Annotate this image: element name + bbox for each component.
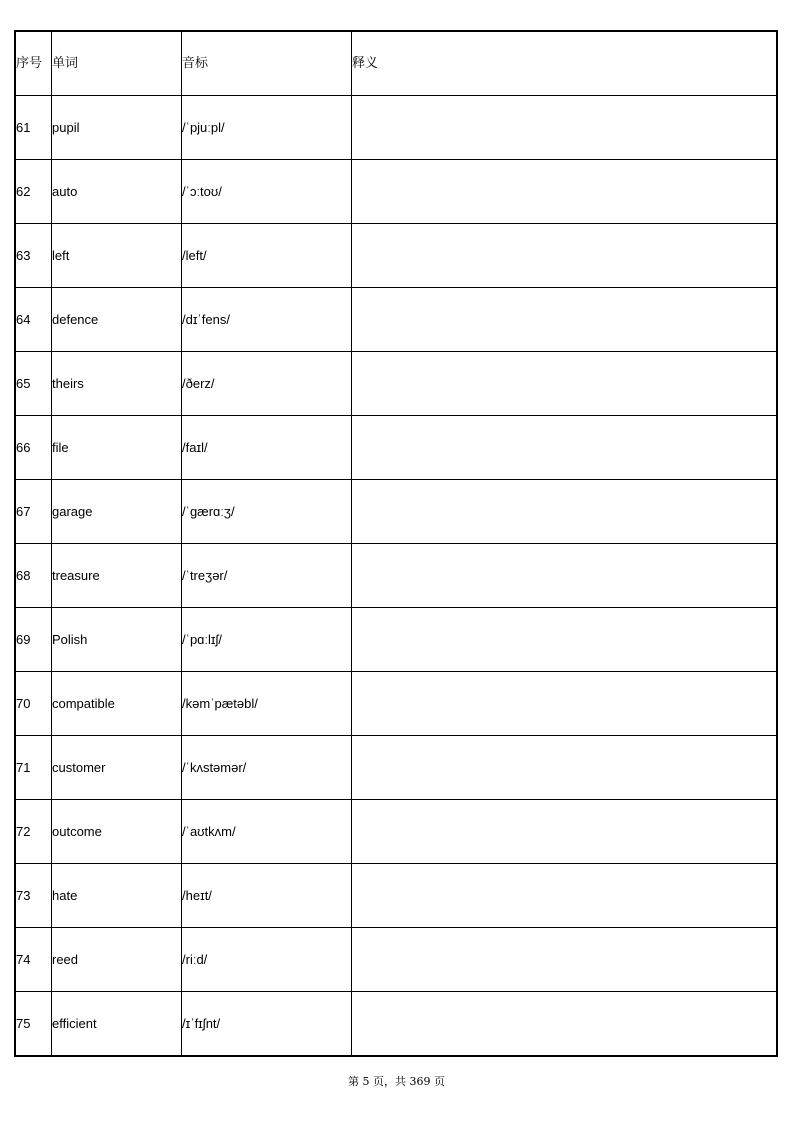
row-number: 67 bbox=[15, 480, 52, 544]
row-meaning bbox=[352, 96, 778, 160]
row-word: reed bbox=[52, 928, 182, 992]
row-phonetic: /ˈpjuːpl/ bbox=[182, 96, 352, 160]
row-number: 73 bbox=[15, 864, 52, 928]
table-row bbox=[15, 672, 777, 736]
header-phonetic: 音标 bbox=[182, 31, 352, 96]
row-word: auto bbox=[52, 160, 182, 224]
table-row bbox=[15, 864, 777, 928]
row-meaning bbox=[352, 864, 778, 928]
row-phonetic: /dɪˈfens/ bbox=[182, 288, 352, 352]
row-phonetic: /ˈpɑːlɪʃ/ bbox=[182, 608, 352, 672]
row-phonetic: /ˈtreʒər/ bbox=[182, 544, 352, 608]
row-number: 72 bbox=[15, 800, 52, 864]
row-number: 66 bbox=[15, 416, 52, 480]
row-phonetic: /ðerz/ bbox=[182, 352, 352, 416]
row-phonetic: /ˈɔːtoʊ/ bbox=[182, 160, 352, 224]
table-row bbox=[15, 288, 777, 352]
row-number: 70 bbox=[15, 672, 52, 736]
table-row bbox=[15, 608, 777, 672]
row-word: compatible bbox=[52, 672, 182, 736]
row-meaning bbox=[352, 160, 778, 224]
row-word: outcome bbox=[52, 800, 182, 864]
row-word: hate bbox=[52, 864, 182, 928]
row-phonetic: /ˈɡærɑːʒ/ bbox=[182, 480, 352, 544]
row-meaning bbox=[352, 736, 778, 800]
row-phonetic: /ɪˈfɪʃnt/ bbox=[182, 992, 352, 1057]
table-row bbox=[15, 928, 777, 992]
row-word: file bbox=[52, 416, 182, 480]
table-row bbox=[15, 352, 777, 416]
row-word: defence bbox=[52, 288, 182, 352]
row-number: 69 bbox=[15, 608, 52, 672]
row-meaning bbox=[352, 224, 778, 288]
row-number: 62 bbox=[15, 160, 52, 224]
table-row bbox=[15, 736, 777, 800]
row-phonetic: /ˈaʊtkʌm/ bbox=[182, 800, 352, 864]
row-number: 64 bbox=[15, 288, 52, 352]
header-meaning: 释义 bbox=[352, 31, 778, 96]
row-phonetic: /faɪl/ bbox=[182, 416, 352, 480]
row-number: 71 bbox=[15, 736, 52, 800]
row-phonetic: /left/ bbox=[182, 224, 352, 288]
header-word: 单词 bbox=[52, 31, 182, 96]
row-word: Polish bbox=[52, 608, 182, 672]
table-row bbox=[15, 992, 777, 1057]
row-meaning bbox=[352, 928, 778, 992]
row-word: efficient bbox=[52, 992, 182, 1057]
row-word: treasure bbox=[52, 544, 182, 608]
row-meaning bbox=[352, 608, 778, 672]
row-meaning bbox=[352, 352, 778, 416]
row-number: 68 bbox=[15, 544, 52, 608]
row-phonetic: /riːd/ bbox=[182, 928, 352, 992]
table-row bbox=[15, 96, 777, 160]
row-number: 65 bbox=[15, 352, 52, 416]
table-row bbox=[15, 224, 777, 288]
row-meaning bbox=[352, 416, 778, 480]
row-meaning bbox=[352, 800, 778, 864]
row-number: 61 bbox=[15, 96, 52, 160]
row-meaning bbox=[352, 992, 778, 1057]
row-number: 63 bbox=[15, 224, 52, 288]
page-footer: 第 5 页，共 369 页 bbox=[348, 1075, 445, 1088]
table-row bbox=[15, 544, 777, 608]
row-phonetic: /ˈkʌstəmər/ bbox=[182, 736, 352, 800]
row-meaning bbox=[352, 480, 778, 544]
row-word: theirs bbox=[52, 352, 182, 416]
row-meaning bbox=[352, 288, 778, 352]
row-phonetic: /kəmˈpætəbl/ bbox=[182, 672, 352, 736]
row-word: customer bbox=[52, 736, 182, 800]
table-row bbox=[15, 480, 777, 544]
table-row bbox=[15, 416, 777, 480]
row-number: 74 bbox=[15, 928, 52, 992]
vocabulary-table bbox=[14, 30, 778, 1057]
header-number: 序号 bbox=[15, 31, 52, 96]
table-header-row bbox=[15, 31, 777, 96]
table-row bbox=[15, 160, 777, 224]
row-word: garage bbox=[52, 480, 182, 544]
table-body bbox=[15, 96, 777, 1057]
table-row bbox=[15, 800, 777, 864]
row-word: pupil bbox=[52, 96, 182, 160]
row-meaning bbox=[352, 672, 778, 736]
row-phonetic: /heɪt/ bbox=[182, 864, 352, 928]
row-word: left bbox=[52, 224, 182, 288]
row-number: 75 bbox=[15, 992, 52, 1057]
row-meaning bbox=[352, 544, 778, 608]
